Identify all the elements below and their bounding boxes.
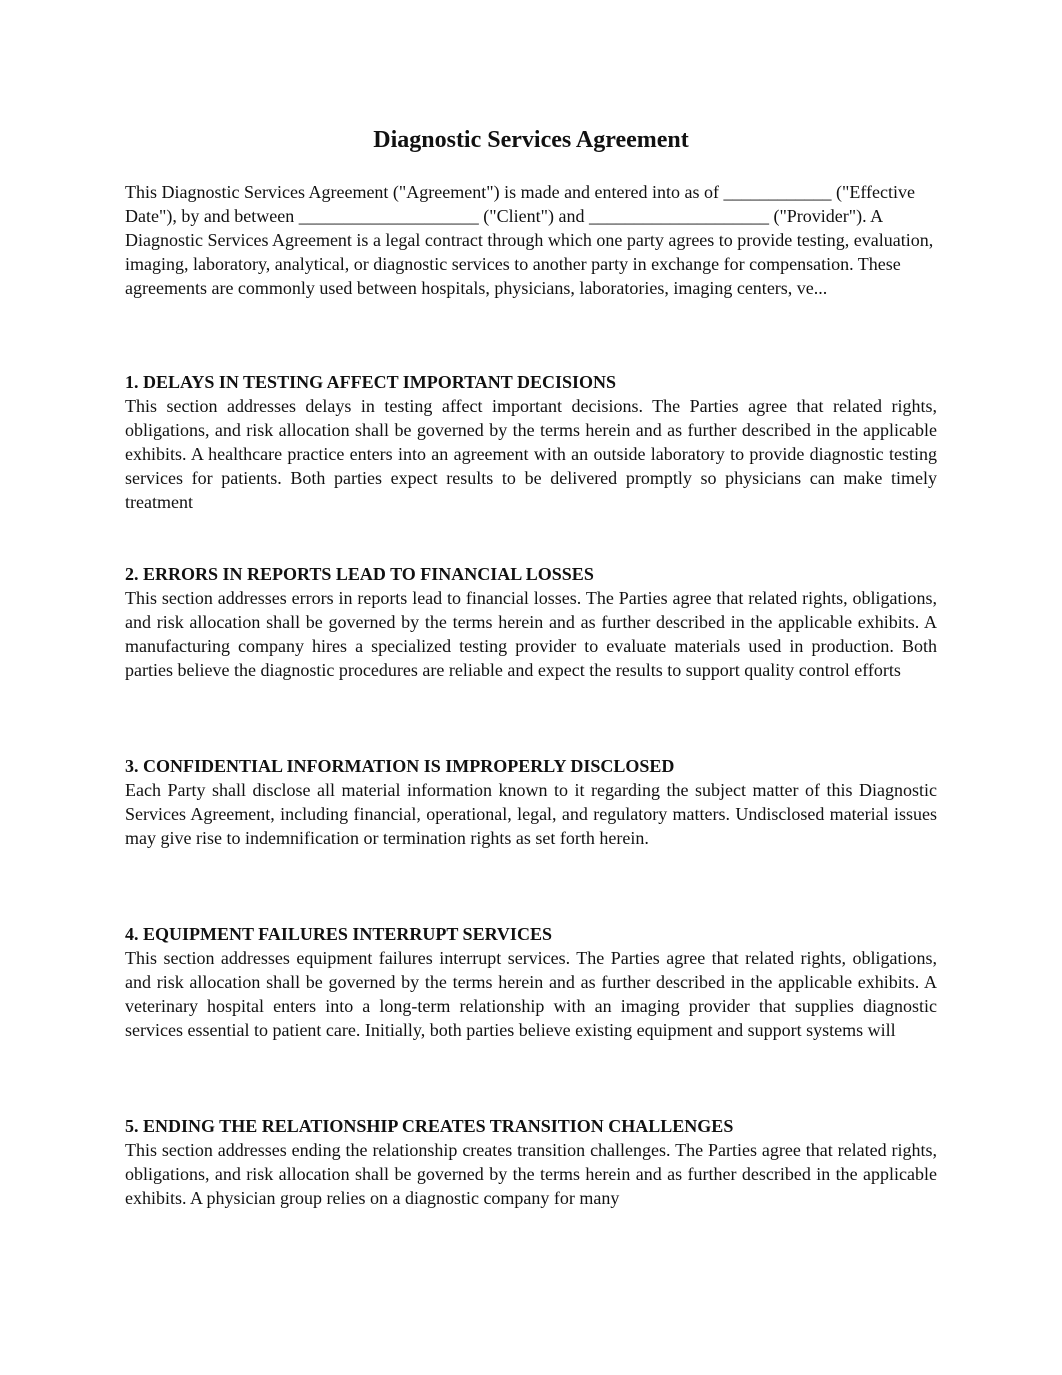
intro-paragraph: This Diagnostic Services Agreement ("Agreement") is made and entered into as of ____________ ("Effective Date"), by and between ____________________ ("Client") and ____________________ ("Provider"). A Diagnostic Services Agreement is a legal contract through which one party agrees to provide testing, evaluation, imaging, laboratory, analytical, or diagnostic services to another party in exchange for compensation. These agreements are commonly used between hospitals, physicians, laboratories, imaging centers, ve... (125, 182, 934, 298)
section-5 (125, 1114, 937, 1210)
section-body: Each Party shall disclose all material information known to it regarding the subject matter of this Diagnostic Services Agreement, including financial, operational, legal, and regulatory matters. Undisclosed material issues may give rise to indemnification or termination rights as set forth herein. (125, 780, 937, 848)
section-3 (125, 754, 937, 850)
section-heading: 1. DELAYS IN TESTING AFFECT IMPORTANT DECISIONS (125, 372, 617, 392)
section-body: This section addresses errors in reports lead to financial losses. The Parties agree that related rights, obligations, and risk allocation shall be governed by the terms herein and as further described in the applicable exhibits. A manufacturing company hires a specialized testing provider to evaluate materials used in production. Both parties believe the diagnostic procedures are reliable and expect the results to support quality control efforts (125, 588, 937, 680)
section-2 (125, 562, 937, 682)
document-title: Diagnostic Services Agreement (373, 127, 689, 153)
section-body: This section addresses ending the relationship creates transition challenges. The Parties agree that related rights, obligations, and risk allocation shall be governed by the terms herein and as further described in the applicable exhibits. A physician group relies on a diagnostic company for many (125, 1140, 937, 1208)
section-body: This section addresses equipment failures interrupt services. The Parties agree that related rights, obligations, and risk allocation shall be governed by the terms herein and as further described in the applicable exhibits. A veterinary hospital enters into a long-term relationship with an imaging provider that supplies diagnostic services essential to patient care. Initially, both parties believe existing equipment and support systems will (125, 948, 937, 1040)
section-body: This section addresses delays in testing affect important decisions. The Parties agree that related rights, obligations, and risk allocation shall be governed by the terms herein and as further described in the applicable exhibits. A healthcare practice enters into an agreement with an outside laboratory to provide diagnostic testing services for patients. Both parties expect results to be delivered promptly so physicians can make timely treatment (125, 396, 937, 512)
section-heading: 2. ERRORS IN REPORTS LEAD TO FINANCIAL LOSSES (125, 564, 594, 584)
section-heading: 3. CONFIDENTIAL INFORMATION IS IMPROPERLY DISCLOSED (125, 756, 675, 776)
section-heading: 5. ENDING THE RELATIONSHIP CREATES TRANSITION CHALLENGES (125, 1116, 734, 1136)
section-4 (125, 922, 937, 1042)
section-1 (125, 370, 937, 514)
section-heading: 4. EQUIPMENT FAILURES INTERRUPT SERVICES (125, 924, 552, 944)
